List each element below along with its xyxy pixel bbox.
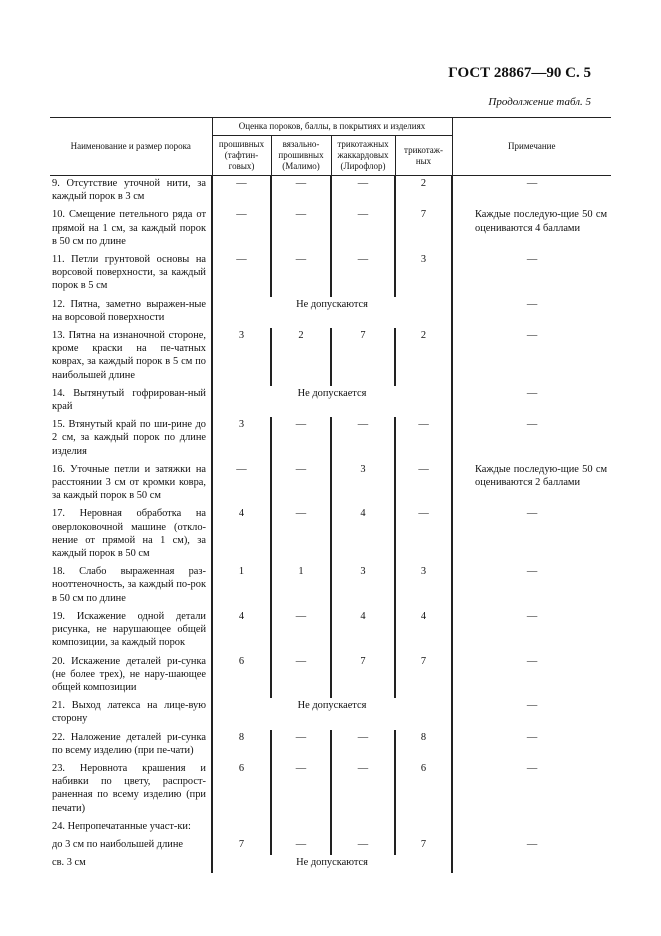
note-cell: Каждые последую-щие 50 см оцениваются 4 баллами bbox=[452, 207, 611, 252]
note-cell: — bbox=[452, 564, 611, 609]
not-allowed-cell: Не допускаются bbox=[212, 297, 452, 328]
defect-name-cell: 12. Пятна, заметно выражен-ные на ворсовой поверхности bbox=[52, 298, 206, 323]
note-cell: — bbox=[452, 297, 611, 328]
score-cell-c2: — bbox=[271, 609, 331, 654]
table-row bbox=[50, 855, 611, 873]
score-cell-c3: 7 bbox=[331, 328, 395, 386]
score-cell-c2: 1 bbox=[271, 564, 331, 609]
score-cell-c2: — bbox=[271, 462, 331, 507]
score-cell-c1: 7 bbox=[212, 837, 271, 855]
score-cell-c4: 7 bbox=[395, 837, 452, 855]
score-cell-c2: — bbox=[271, 730, 331, 761]
header-col-knitted: трикотаж-ных bbox=[395, 136, 452, 176]
score-cell-c3: — bbox=[331, 207, 395, 252]
defect-name-cell: 10. Смещение петельного ряда от прямой на 1 см, за каждый порок в 50 см по длине bbox=[52, 209, 206, 247]
defect-name-cell: 24. Непропечатанные участ-ки: bbox=[52, 820, 191, 832]
defect-name-cell: 14. Вытянутый гофрирован-ный край bbox=[52, 387, 206, 413]
defect-name-cell: 11. Петли грунтовой основы на ворсовой поверхности, за каждый порок в 5 см bbox=[52, 254, 206, 292]
score-cell-c4: 2 bbox=[395, 176, 452, 208]
note-cell: — bbox=[452, 761, 611, 819]
score-cell-c2: 2 bbox=[271, 328, 331, 386]
score-cell-c4: 8 bbox=[395, 730, 452, 761]
defect-name-cell: 16. Уточные петли и затяжки на расстоянии 3 см от кромки ковра, за каждый порок в 50 см bbox=[52, 463, 206, 502]
score-cell-c4: 7 bbox=[395, 654, 452, 699]
score-cell-c1: — bbox=[212, 207, 271, 252]
table-row bbox=[50, 252, 611, 297]
header-col-tufted: прошивных (тафтин-говых) bbox=[212, 136, 271, 176]
note-cell: — bbox=[452, 176, 611, 208]
note-cell: — bbox=[452, 328, 611, 386]
score-cell-c2: — bbox=[271, 207, 331, 252]
defect-name-cell: св. 3 см bbox=[52, 857, 86, 869]
table-row bbox=[50, 506, 611, 564]
table-row bbox=[50, 730, 611, 761]
score-cell-c1: — bbox=[212, 252, 271, 297]
score-cell-c2: — bbox=[271, 417, 331, 462]
score-cell-c2: — bbox=[271, 761, 331, 819]
note-cell: — bbox=[452, 386, 611, 417]
table-row bbox=[50, 654, 611, 699]
score-cell-c1: 6 bbox=[212, 761, 271, 819]
table-row bbox=[50, 386, 611, 417]
note-cell: — bbox=[452, 417, 611, 462]
table-row bbox=[50, 462, 611, 507]
defect-name-cell: 9. Отсутствие уточной нити, за каждый порок в 3 см bbox=[52, 178, 206, 203]
defects-table bbox=[50, 117, 611, 873]
score-cell-c3: — bbox=[331, 417, 395, 462]
table-row bbox=[50, 819, 611, 837]
defect-name-cell: 18. Слабо выраженная раз-нооттеночность, за каждый по-рок в 50 см по длине bbox=[52, 566, 206, 604]
score-cell-c1: — bbox=[212, 176, 271, 208]
score-cell-c4 bbox=[395, 819, 452, 837]
table-row bbox=[50, 297, 611, 328]
table-row bbox=[50, 176, 611, 208]
score-cell-c3: 4 bbox=[331, 506, 395, 564]
score-cell-c1: 4 bbox=[212, 609, 271, 654]
score-cell-c3: — bbox=[331, 730, 395, 761]
note-cell: — bbox=[452, 252, 611, 297]
score-cell-c3: 4 bbox=[331, 609, 395, 654]
defect-name-cell: 22. Наложение деталей ри-сунка по всему изделию (при пе-чати) bbox=[52, 731, 206, 756]
score-cell-c1: 3 bbox=[212, 328, 271, 386]
note-cell: — bbox=[452, 609, 611, 654]
note-cell: — bbox=[452, 698, 611, 729]
table-row bbox=[50, 698, 611, 729]
score-cell-c2: — bbox=[271, 252, 331, 297]
not-allowed-cell: Не допускается bbox=[212, 698, 452, 729]
score-cell-c2: — bbox=[271, 506, 331, 564]
defect-name-cell: 20. Искажение деталей ри-сунка (не более трех), не нару-шающее общей композиции bbox=[52, 655, 206, 693]
header-col-malimo: вязально-прошивных (Малимо) bbox=[271, 136, 331, 176]
score-cell-c4: 6 bbox=[395, 761, 452, 819]
score-cell-c3: — bbox=[331, 252, 395, 297]
score-cell-c1: 6 bbox=[212, 654, 271, 699]
score-cell-c4: 7 bbox=[395, 207, 452, 252]
note-cell: Каждые последую-щие 50 см оцениваются 2 баллами bbox=[452, 462, 611, 507]
header-defect-name: Наименование и размер порока bbox=[50, 118, 212, 176]
score-cell-c2: — bbox=[271, 176, 331, 208]
defect-name-cell: 13. Пятна на изнаночной стороне, кроме краски на пе-чатных коврах, за каждый порок в 5 см по наибольшей длине bbox=[52, 330, 206, 381]
score-cell-c1: 4 bbox=[212, 506, 271, 564]
defect-name-cell: 23. Неровнота крашения и набивки по цвету, распрост-раненная по всему изделию (при печати) bbox=[52, 762, 206, 814]
header-score-group: Оценка пороков, баллы, в покрытиях и изделиях bbox=[212, 118, 452, 136]
score-cell-c3: 7 bbox=[331, 654, 395, 699]
score-cell-c4: 2 bbox=[395, 328, 452, 386]
note-cell bbox=[452, 819, 611, 837]
score-cell-c4: — bbox=[395, 506, 452, 564]
score-cell-c3: 3 bbox=[331, 564, 395, 609]
table-row bbox=[50, 609, 611, 654]
score-cell-c3: — bbox=[331, 837, 395, 855]
note-cell: — bbox=[452, 506, 611, 564]
header-col-liroflor: трикотажных жаккардовых (Лирофлор) bbox=[331, 136, 395, 176]
table-row bbox=[50, 207, 611, 252]
defect-name-cell: 21. Выход латекса на лице-вую сторону bbox=[52, 700, 206, 725]
score-cell-c1: 8 bbox=[212, 730, 271, 761]
defect-name-cell: 17. Неровная обработка на оверлоковочной машине (откло-нение от прямой на 1 см), за каждый порок в 50 см bbox=[52, 508, 206, 560]
table-row bbox=[50, 564, 611, 609]
score-cell-c4: — bbox=[395, 417, 452, 462]
header-note: Примечание bbox=[452, 118, 611, 176]
score-cell-c3 bbox=[331, 819, 395, 837]
table-row bbox=[50, 328, 611, 386]
score-cell-c2 bbox=[271, 819, 331, 837]
defect-name-cell: до 3 см по наибольшей длине bbox=[52, 838, 183, 850]
not-allowed-cell: Не допускаются bbox=[212, 855, 452, 873]
not-allowed-cell: Не допускается bbox=[212, 386, 452, 417]
page-header: ГОСТ 28867—90 С. 5 bbox=[448, 65, 591, 81]
score-cell-c2: — bbox=[271, 654, 331, 699]
table-row bbox=[50, 837, 611, 855]
score-cell-c4: 3 bbox=[395, 564, 452, 609]
defect-name-cell: 15. Втянутый край по ши-рине до 2 см, за каждый порок по длине изделия bbox=[52, 419, 206, 457]
score-cell-c4: 4 bbox=[395, 609, 452, 654]
score-cell-c1: 1 bbox=[212, 564, 271, 609]
note-cell: — bbox=[452, 654, 611, 699]
table-row bbox=[50, 417, 611, 462]
score-cell-c1: — bbox=[212, 462, 271, 507]
score-cell-c4: — bbox=[395, 462, 452, 507]
note-cell: — bbox=[452, 837, 611, 855]
note-cell: — bbox=[452, 730, 611, 761]
table-row bbox=[50, 761, 611, 819]
score-cell-c2: — bbox=[271, 837, 331, 855]
score-cell-c4: 3 bbox=[395, 252, 452, 297]
table-continuation-label: Продолжение табл. 5 bbox=[488, 96, 591, 108]
score-cell-c3: 3 bbox=[331, 462, 395, 507]
score-cell-c1 bbox=[212, 819, 271, 837]
score-cell-c3: — bbox=[331, 176, 395, 208]
note-cell bbox=[452, 855, 611, 873]
score-cell-c1: 3 bbox=[212, 417, 271, 462]
defect-name-cell: 19. Искажение одной детали рисунка, не нарушающее общей композиции, за каждый порок bbox=[52, 610, 206, 649]
score-cell-c3: — bbox=[331, 761, 395, 819]
